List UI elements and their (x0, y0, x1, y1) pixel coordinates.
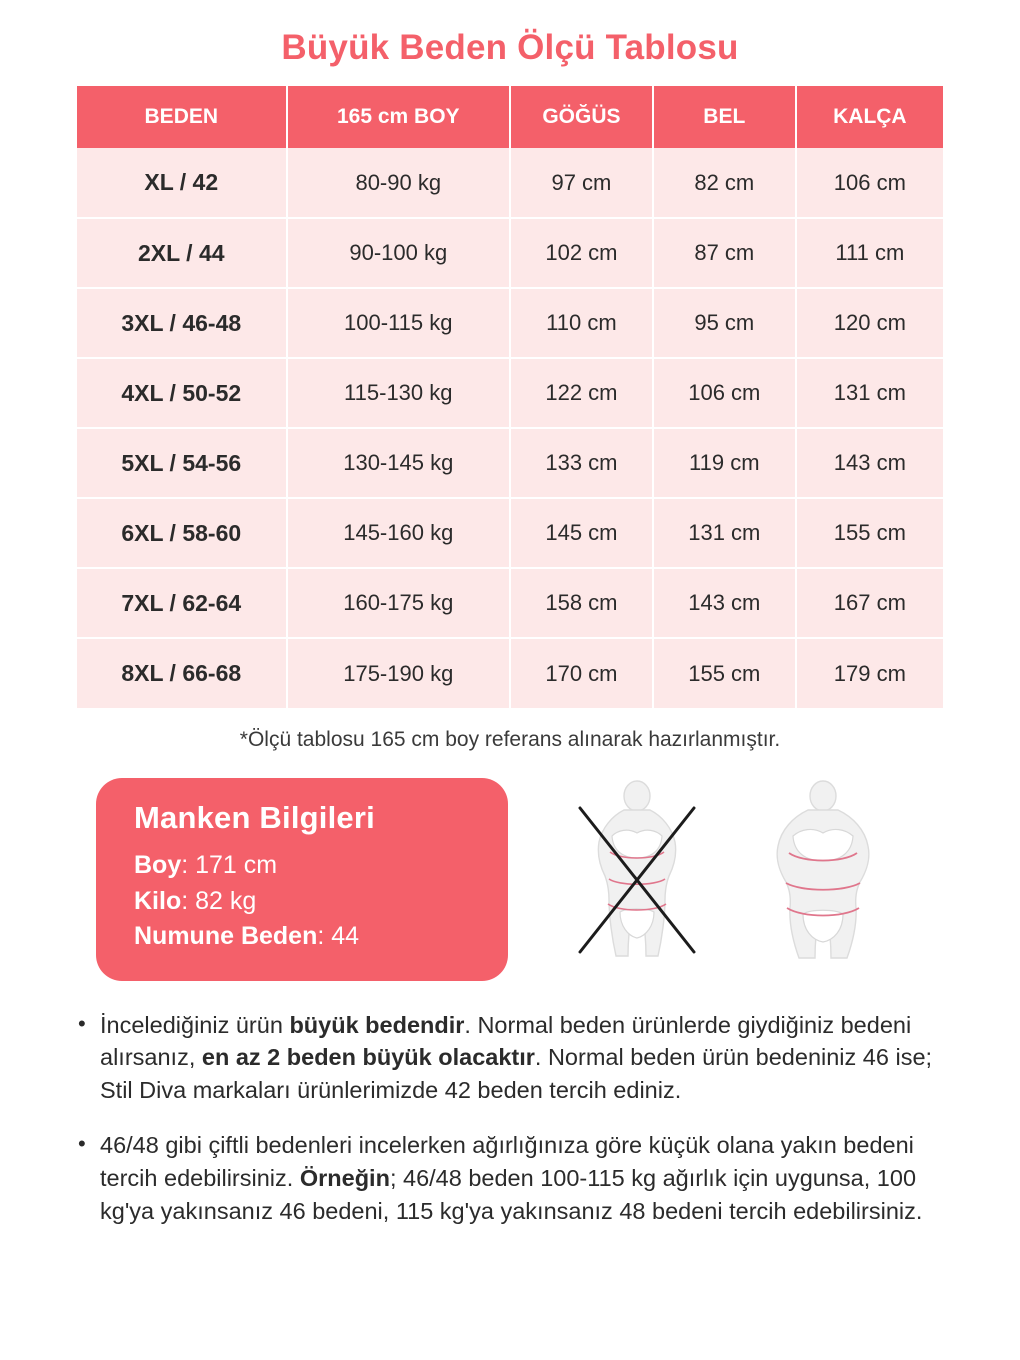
model-weight-label: Kilo (134, 886, 182, 915)
size-label-cell: 7XL / 62-64 (77, 568, 287, 638)
measurement-cell: 82 cm (653, 148, 796, 218)
model-sample-size-row (134, 919, 478, 955)
table-header-cell: KALÇA (796, 86, 943, 148)
body-text: ; 46/48 beden 100-115 kg ağırlık için uygunsa, 100 kg'ya yakınsanız 46 bedeni, 115 kg'ya yakınsanız 48 bedeni tercih edebilirsiniz. (100, 1165, 923, 1224)
body-text: . Normal beden ürünlerde giydiğiniz bedeni alırsanız, (100, 1011, 912, 1071)
table-body (77, 148, 943, 708)
measurement-cell: 102 cm (510, 218, 653, 288)
list-item-text (100, 1009, 960, 1108)
table-footnote: *Ölçü tablosu 165 cm boy referans alınarak hazırlanmıştır. (239, 728, 781, 751)
page-title: Büyük Beden Ölçü Tablosu (281, 28, 739, 67)
table-header-cell: BEL (653, 86, 796, 148)
measurement-cell: 80-90 kg (287, 148, 510, 218)
size-table (77, 86, 943, 708)
measurement-cell: 115-130 kg (287, 358, 510, 428)
model-info-card (96, 778, 508, 981)
table-row (77, 498, 943, 568)
table-row (77, 358, 943, 428)
table-row (77, 638, 943, 708)
size-guidance-notes (0, 1009, 1020, 1228)
measurement-cell: 130-145 kg (287, 428, 510, 498)
table-header-cell: GÖĞÜS (510, 86, 653, 148)
measurement-cell: 110 cm (510, 288, 653, 358)
measurement-cell: 158 cm (510, 568, 653, 638)
measurement-cell: 160-175 kg (287, 568, 510, 638)
model-sample-size-value: : 44 (317, 922, 360, 950)
table-header-row (77, 86, 943, 148)
model-height-label: Boy (134, 851, 182, 879)
body-text: . Normal beden ürün bedeniniz 46 ise; Stil Diva markaları ürünlerimizde 42 beden tercih ediniz. (100, 1044, 933, 1104)
bullet-marker-icon: • (78, 1131, 86, 1157)
size-label-cell: 3XL / 46-48 (77, 288, 287, 358)
size-label-cell: 8XL / 66-68 (77, 638, 287, 708)
table-row (77, 428, 943, 498)
bullet-marker-icon: • (78, 1010, 86, 1036)
table-header-cell: BEDEN (77, 86, 287, 148)
size-label-cell: 2XL / 44 (77, 218, 287, 288)
measurement-cell: 122 cm (510, 358, 653, 428)
measurement-cell: 133 cm (510, 428, 653, 498)
measurement-cell: 167 cm (796, 568, 943, 638)
model-weight-row (134, 884, 478, 920)
table-row (77, 568, 943, 638)
measurement-cell: 97 cm (510, 148, 653, 218)
size-table-container (77, 86, 943, 708)
table-row (77, 148, 943, 218)
list-item (78, 1129, 960, 1228)
emphasis-text: en az 2 beden büyük olacaktır (201, 1044, 535, 1071)
measurement-cell: 131 cm (796, 358, 943, 428)
measurement-cell: 131 cm (653, 498, 796, 568)
measurement-cell: 155 cm (796, 498, 943, 568)
measurement-cell: 175-190 kg (287, 638, 510, 708)
model-info-heading: Manken Bilgileri (134, 800, 375, 835)
measurement-cell: 120 cm (796, 288, 943, 358)
table-row (77, 288, 943, 358)
measurement-cell: 106 cm (796, 148, 943, 218)
measurement-cell: 143 cm (653, 568, 796, 638)
measurement-cell: 179 cm (796, 638, 943, 708)
measurement-cell: 95 cm (653, 288, 796, 358)
model-and-figures (0, 778, 1020, 981)
emphasis-text: Örneğin (299, 1165, 390, 1192)
list-item-text (100, 1129, 960, 1228)
measurement-cell: 143 cm (796, 428, 943, 498)
emphasis-text: büyük bedendir (289, 1011, 465, 1038)
table-header-cell: 165 cm BOY (287, 86, 510, 148)
measurement-cell: 119 cm (653, 428, 796, 498)
body-text: İncelediğiniz ürün (100, 1011, 290, 1038)
size-label-cell: XL / 42 (77, 148, 287, 218)
size-label-cell: 5XL / 54-56 (77, 428, 287, 498)
measurement-cell: 155 cm (653, 638, 796, 708)
measurement-cell: 170 cm (510, 638, 653, 708)
size-label-cell: 4XL / 50-52 (77, 358, 287, 428)
model-sample-size-label: Numune Beden (134, 922, 318, 950)
slim-body-figure-crossed-out (562, 780, 712, 970)
list-item (78, 1009, 960, 1108)
body-text: 46/48 gibi çiftli bedenleri incelerken ağırlığınıza göre küçük olana yakın bedeni tercih edebilirsiniz. (100, 1132, 914, 1192)
measurement-cell: 90-100 kg (287, 218, 510, 288)
plus-size-body-figure-measurements (748, 780, 898, 970)
measurement-cell: 100-115 kg (287, 288, 510, 358)
model-weight-value: : 82 kg (181, 886, 257, 915)
model-height-row (134, 848, 478, 884)
model-height-value: : 171 cm (181, 851, 278, 879)
measurement-cell: 87 cm (653, 218, 796, 288)
size-label-cell: 6XL / 58-60 (77, 498, 287, 568)
body-figures (562, 780, 898, 970)
measurement-cell: 106 cm (653, 358, 796, 428)
measurement-cell: 111 cm (796, 218, 943, 288)
table-row (77, 218, 943, 288)
measurement-cell: 145 cm (510, 498, 653, 568)
measurement-cell: 145-160 kg (287, 498, 510, 568)
